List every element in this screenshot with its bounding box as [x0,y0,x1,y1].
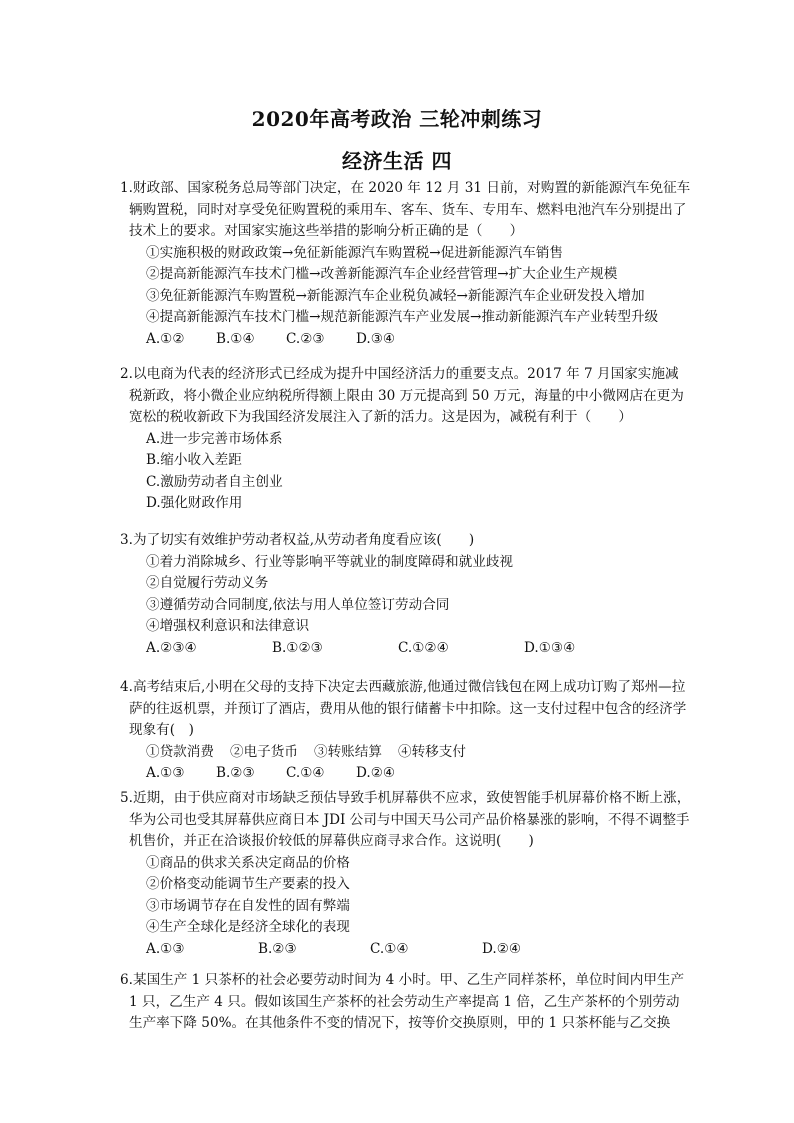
statement-item: ④增强权利意识和法律意识 [146,618,310,634]
statement-item: ①贷款消费 [146,743,214,760]
choice-a: A.①③ [146,765,185,781]
question-stem: 3.为了切实有效维护劳动者权益,从劳动者角度看应该( ) [120,532,475,548]
statement-row [120,742,692,764]
choice-a: A.①③ [146,940,185,957]
statement-item: ④转移支付 [398,743,466,760]
choice-c: C.激励劳动者自主创业 [146,473,283,490]
choice-d: D.②④ [482,940,522,957]
choice-b: B.①④ [216,330,255,347]
question-6 [120,970,692,1035]
choice-a: A.进一步完善市场体系 [146,430,283,447]
choice-a: A.②③④ [146,639,197,656]
choice-b: B.②③ [216,765,255,781]
choice-b: B.缩小收入差距 [146,452,242,468]
choice-d: D.③④ [356,330,396,347]
question-stem: 4.高考结束后,小明在父母的支持下决定去西藏旅游,他通过微信钱包在网上成功订购了郑州—拉萨的往返机票，并预订了酒店，费用从他的银行储蓄卡中扣除。这一支付过程中包含的经济学现象有( ) [120,679,687,738]
choice-row [120,638,692,660]
choice-d: D.②④ [356,765,396,781]
statement-item: ③遵循劳动合同制度,依法与用人单位签订劳动合同 [146,596,450,613]
choice-c: C.②③ [286,330,325,347]
statement-item: ②自觉履行劳动义务 [146,575,269,591]
question-stem: 6.某国生产 1 只茶杯的社会必要劳动时间为 4 小时。甲、乙生产同样茶杯，单位时间内甲生产 1 只，乙生产 4 只。假如该国生产茶杯的社会劳动生产率提高 1 倍，乙生产茶杯的个别劳动生产率下降 50%。在其他条件不变的情况下，按等价交换原则，甲的 1 只茶杯能与乙交换 [120,972,685,1031]
choice-c: C.①④ [286,765,325,781]
question-4 [120,677,692,785]
statement-item: ②提高新能源汽车技术门槛→改善新能源汽车企业经营管理→扩大企业生产规模 [146,266,618,282]
choice-a: A.①② [146,330,185,347]
statement-item: ④提高新能源汽车技术门槛→规范新能源汽车产业发展→推动新能源汽车产业转型升级 [146,309,659,325]
statement-item: ①着力消除城乡、行业等影响平等就业的制度障碍和就业歧视 [146,553,514,570]
choice-c: C.①②④ [398,639,449,656]
choice-b: B.②③ [258,940,297,957]
page-subtitle: 经济生活 四 [342,149,452,173]
question-stem: 2.以电商为代表的经济形式已经成为提升中国经济活力的重要支点。2017 年 7 月国家实施减税新政，将小微企业应纳税所得额上限由 30 万元提高到 50 万元，海量的中小微网店在更为宽松的税收新政下为我国经济发展注入了新的活力。这是因为，减税有利于（ ） [120,366,684,425]
statement-item: ①实施积极的财政政策→免征新能源汽车购置税→促进新能源汽车销售 [146,244,563,261]
choice-c: C.①④ [370,940,409,957]
page-title: 2020年高考政治 三轮冲刺练习 [251,107,543,131]
statement-item: ③免征新能源汽车购置税→新能源汽车企业税负减轻→新能源汽车企业研发投入增加 [146,287,645,304]
question-1 [120,178,692,350]
statement-item: ②价格变动能调节生产要素的投入 [146,876,350,892]
question-stem: 1.财政部、国家税务总局等部门决定，在 2020 年 12 月 31 日前，对购置的新能源汽车免征车辆购置税，同时对享受免征购置税的乘用车、客车、货车、专用车、燃料电池汽车分别提出了技术上的要求。对国家实施这些举措的影响分析正确的是（ ） [120,180,691,239]
question-5 [120,788,692,960]
statement-item: ②电子货币 [230,743,298,760]
choice-d: D.强化财政作用 [146,495,243,511]
choice-b: B.①②③ [272,639,323,656]
choice-row [120,329,692,351]
choice-d: D.①③④ [524,639,576,656]
question-stem: 5.近期，由于供应商对市场缺乏预估导致手机屏幕供不应求，致使智能手机屏幕价格不断上涨，华为公司也受其屏幕供应商日本 JDI 公司与中国天马公司产品价格暴涨的影响，不得不调整手机售价，并正在洽谈报价较低的屏幕供应商寻求合作。这说明( ) [120,790,691,849]
statement-item: ③市场调节存在自发性的固有弊端 [146,897,350,914]
question-2 [120,364,692,515]
question-3 [120,530,692,659]
choice-row [120,939,692,961]
choice-row [120,763,692,785]
statement-item: ④生产全球化是经济全球化的表现 [146,919,350,935]
statement-item: ③转账结算 [314,743,382,760]
statement-item: ①商品的供求关系决定商品的价格 [146,854,350,871]
